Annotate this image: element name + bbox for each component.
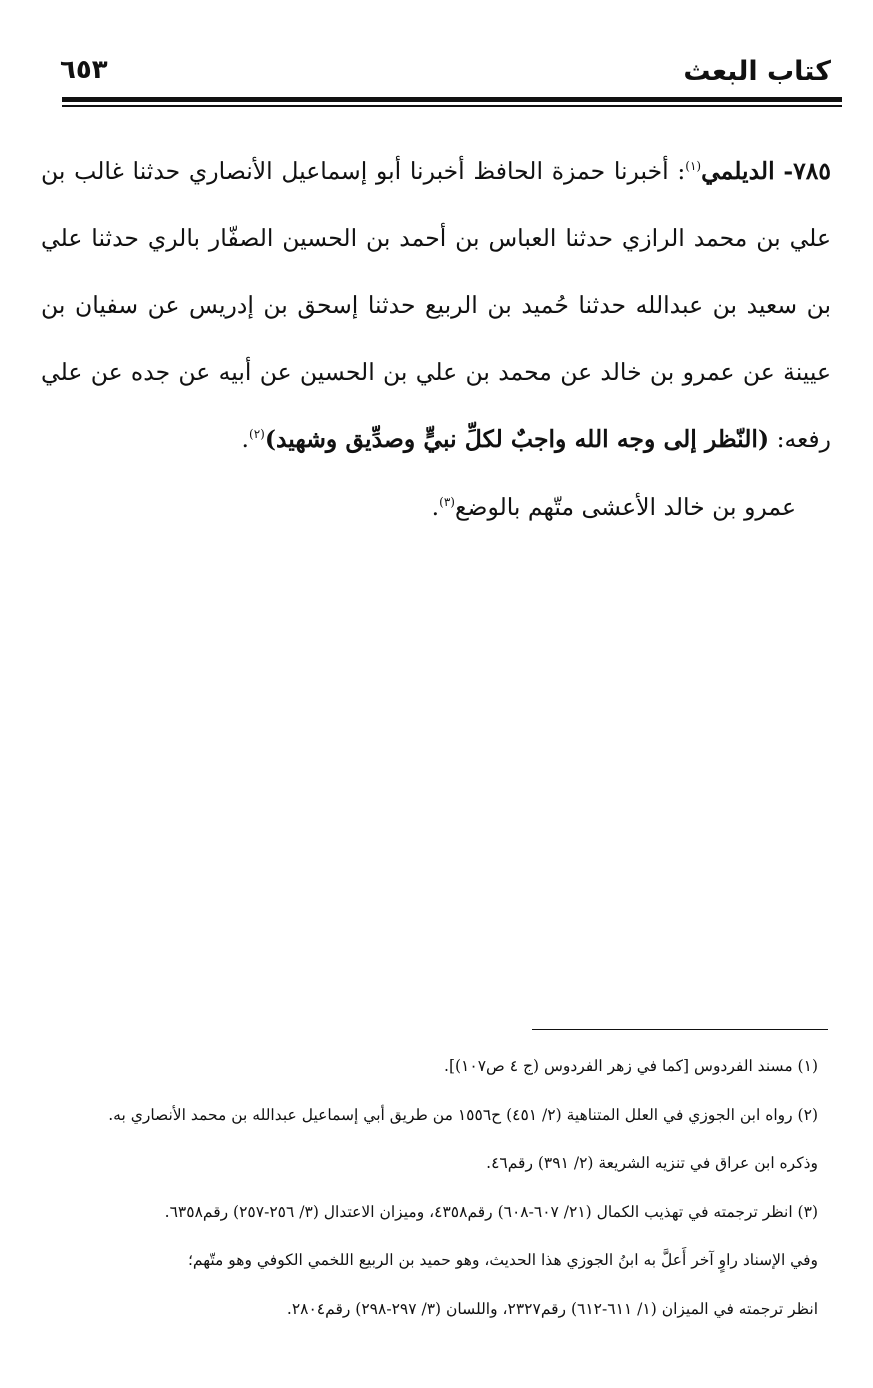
footnote-2-continued: وذكره ابن عراق في تنزيه الشريعة (٢/ ٣٩١) رقم٤٦. bbox=[486, 1154, 818, 1172]
comment-end: . bbox=[431, 493, 440, 521]
running-title: كتاب البعث bbox=[683, 56, 831, 87]
footnote-3-continued-2: انظر ترجمته في الميزان (١/ ٦١١-٦١٢) رقم٢٣٢٧، واللسان (٣/ ٢٩٧-٢٩٨) رقم٢٨٠٤. bbox=[286, 1299, 818, 1318]
footnotes bbox=[48, 1042, 818, 1333]
footnote-ref-2: (٢) bbox=[249, 427, 265, 442]
comment-text: عمرو بن خالد الأعشى متّهم بالوضع bbox=[454, 493, 796, 521]
matn-end: . bbox=[241, 425, 250, 453]
hadith-entry bbox=[41, 138, 831, 473]
footnote-separator bbox=[532, 1029, 828, 1030]
header-rule-thick bbox=[62, 97, 842, 102]
footnote-ref-3: (٣) bbox=[439, 495, 455, 510]
source-name: الديلمي bbox=[701, 157, 775, 185]
editor-comment bbox=[41, 474, 831, 541]
footnote-1: (١) مسند الفردوس [كما في زهر الفردوس (ج ٤ ص١٠٧)]. bbox=[444, 1057, 818, 1075]
matn-text: (النّظر إلى وجه الله واجبٌ لكلِّ نبيٍّ وصدِّيق وشهيد) bbox=[264, 425, 770, 453]
footnote-ref-1: (١) bbox=[685, 159, 702, 174]
isnad-text: : أخبرنا حمزة الحافظ أخبرنا أبو إسماعيل الأنصاري حدثنا غالب بن علي بن محمد الرازي حدثنا العباس بن أحمد بن الحسين الصفّار بالري حدثنا علي بن سعيد بن عبدالله حدثنا حُميد بن الربيع حدثنا إسحق بن إدريس عن سفيان بن عيينة عن عمرو بن خالد عن محمد بن علي بن الحسين عن أبيه عن جده عن علي رفعه: bbox=[41, 157, 831, 453]
footnote-3: (٣) انظر ترجمته في تهذيب الكمال (٢١/ ٦٠٧-٦٠٨) رقم٤٣٥٨، وميزان الاعتدال (٣/ ٢٥٦-٢٥٧) رقم٦٣٥٨. bbox=[164, 1202, 818, 1221]
header-rule-thin bbox=[62, 105, 842, 107]
main-text bbox=[41, 138, 831, 541]
footnote-2: (٢) رواه ابن الجوزي في العلل المتناهية (٢/ ٤٥١) ح١٥٥٦ من طريق أبي إسماعيل عبدالله بن محمد الأنصاري به. bbox=[108, 1105, 818, 1124]
hadith-number: ٧٨٥- bbox=[783, 157, 831, 185]
footnote-3-continued: وفي الإسناد راوٍ آخر أَعلَّ به ابنُ الجوزي هذا الحديث، وهو حميد بن الربيع اللخمي الكوفي وهو متّهم؛ bbox=[187, 1251, 818, 1269]
page-number: ٦٥٣ bbox=[60, 55, 108, 85]
